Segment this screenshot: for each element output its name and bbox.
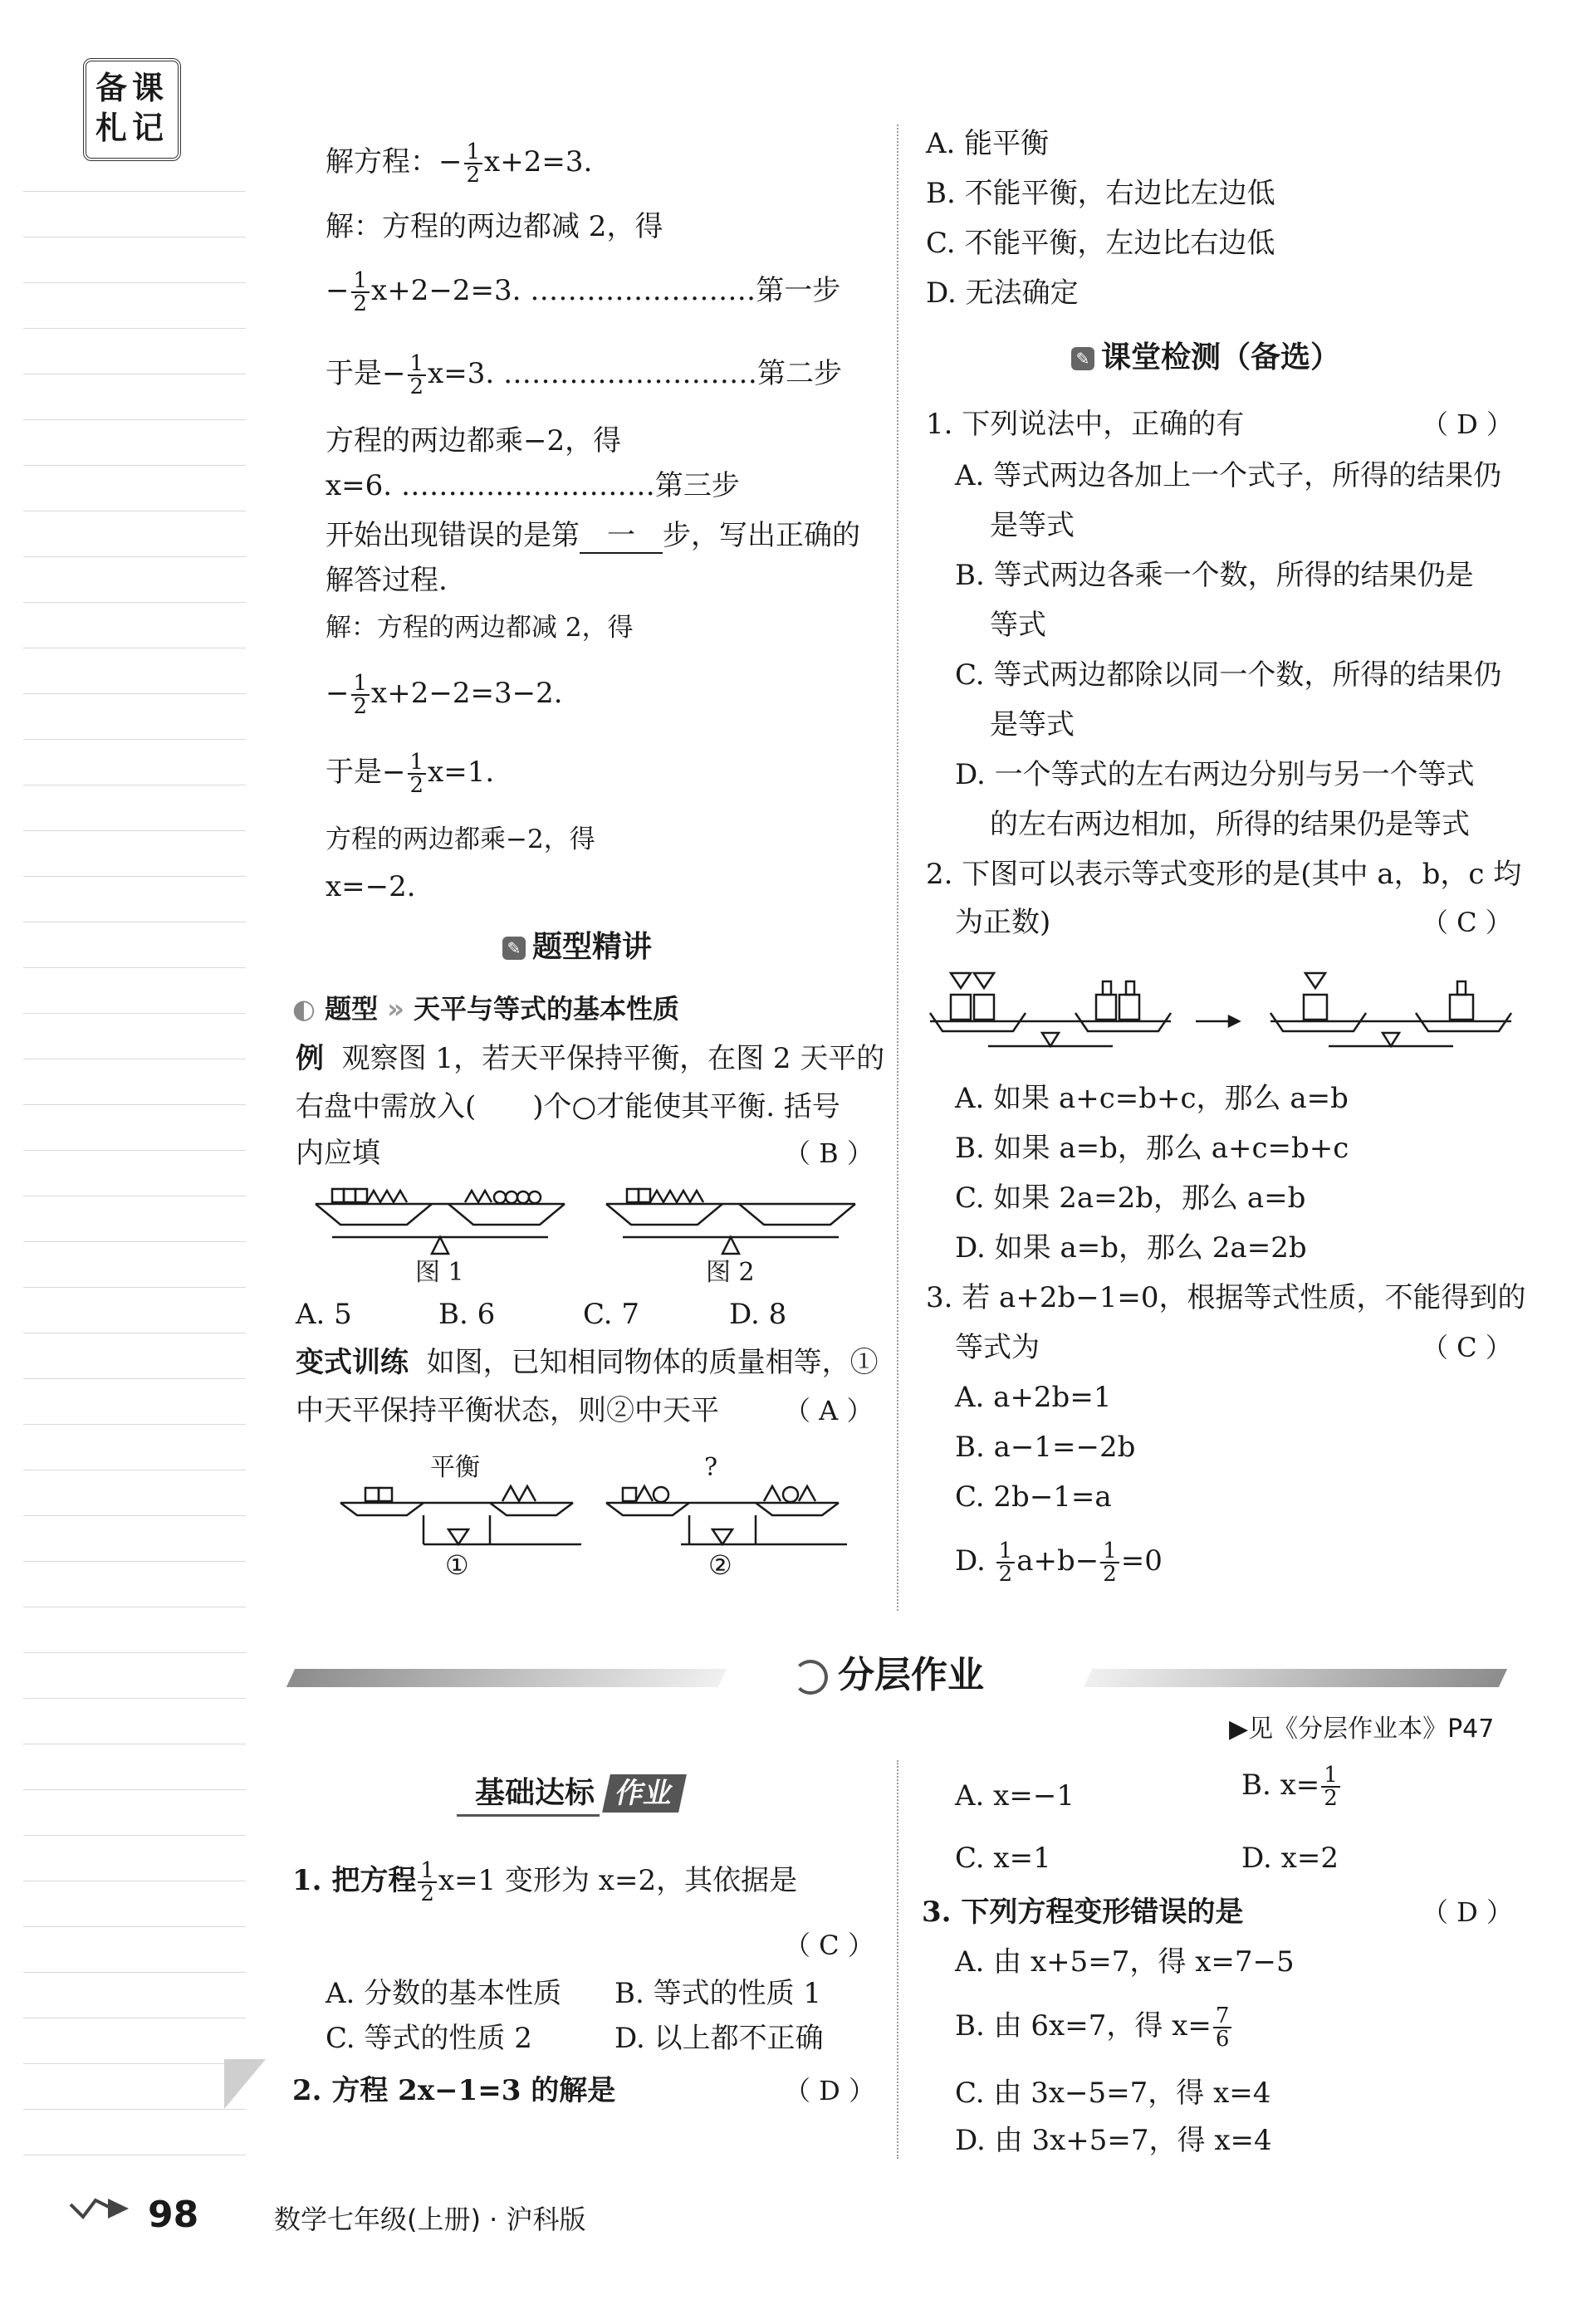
check-q1-opt-c-cont: 是等式 [990,708,1075,741]
step-3: x=6. ………………………第三步 [326,469,740,502]
example-line3: 内应填 [296,1137,380,1170]
scale-figure-2 [606,1189,855,1254]
fix-step-3-intro: 方程的两边都乘−2，得 [326,824,595,854]
solution-intro: 解：方程的两边都减 2，得 [326,210,663,243]
column-separator-top [897,125,898,1611]
check-q3-opt-a: A. a+2b=1 [955,1381,1112,1414]
check-q2-opt-a: A. 如果 a+c=b+c，那么 a=b [955,1082,1349,1115]
hw-q3-opt-a: A. 由 x+5=7，得 x=7−5 [955,1945,1295,1979]
banner-left-stripe [286,1669,727,1687]
banner-right-stripe [1084,1669,1507,1687]
transform-right-scale [1270,973,1511,1046]
equation-transform-figure [922,963,1528,1071]
corner-decoration [224,2059,266,2109]
check-q3-opt-c: C. 2b−1=a [955,1480,1112,1514]
fig2-label: 图 2 [706,1258,755,1287]
problem-line: 解方程：− $\frac{1}{2}$ x+2=3. [326,139,593,188]
hw-q1: 1. 把方程 $\frac{1}{2}$ x=1 变形为 x=2，其依据是 [292,1858,798,1906]
example-answer: （ B ） [784,1137,874,1169]
logo-text: 备课札记 [95,70,169,146]
hw-q2-opt-b: B. x= $\frac{1}{2}$ [1241,1764,1342,1809]
section-icon: ✎ [1071,347,1094,370]
example-option-b: B. 6 [438,1298,496,1331]
fix-step-2: 于是− $\frac{1}{2}$ x=1. [326,750,495,798]
hw-q3: 3. 下列方程变形错误的是 [922,1896,1244,1929]
homework-ref: ▶见《分层作业本》P47 [1229,1715,1495,1744]
check-q3-line2: 等式为 [955,1331,1040,1364]
section-title-type-explain: ✎ 题型精讲 [502,928,652,966]
fix-step-3: x=−2. [326,870,416,903]
book-title: 数学七年级(上册) · 沪科版 [274,2204,586,2235]
check-q3-answer: （ C ） [1422,1332,1512,1363]
hw-q2-answer: （ D ） [784,2075,876,2106]
column-separator-bottom [897,1760,898,2159]
basic-title: 基础达标 [457,1773,600,1817]
variant-scales-figure [332,1478,872,1569]
variant-scale-2 [606,1486,847,1544]
check-q2-line1: 2. 下图可以表示等式变形的是(其中 a，b，c 均 [926,858,1522,891]
unknown-label: ? [704,1453,718,1482]
check-q1-opt-b: B. 等式两边各乘一个数，所得的结果仍是 [955,559,1474,592]
homework-icon [793,1660,828,1695]
scale-figure-1 [316,1189,565,1254]
fix-intro: 解：方程的两边都减 2，得 [326,613,634,643]
type-heading: ◐ 题型 » 天平与等式的基本性质 [292,993,680,1025]
hw-q2-opt-a: A. x=−1 [955,1779,1075,1813]
basic-tag: 作业 [602,1774,687,1813]
check-q1-opt-b-cont: 等式 [990,609,1046,642]
page-number: 98 [148,2194,199,2236]
example-line1: 例 观察图 1，若天平保持平衡，在图 2 天平的 [296,1042,885,1075]
basic-heading [457,1773,683,1814]
check-q1-opt-a-cont: 是等式 [990,509,1075,542]
hw-q2: 2. 方程 2x−1=3 的解是 [292,2074,616,2107]
scale2-label: ② [708,1549,732,1581]
step-1: − $\frac{1}{2}$ x+2−2=3. ……………………第一步 [326,268,841,316]
transform-arrow [1196,1016,1239,1026]
scale1-label: ① [445,1549,469,1581]
error-question: 开始出现错误的是第 一 步，写出正确的 [326,519,860,552]
hw-q3-opt-d: D. 由 3x+5=7，得 x=4 [955,2124,1272,2157]
transform-left-scale [930,973,1171,1046]
hw-q3-answer: （ D ） [1422,1896,1514,1928]
step-2: 于是− $\frac{1}{2}$ x=3. ………………………第二步 [326,351,842,399]
check-q1-opt-c: C. 等式两边都除以同一个数，所得的结果仍 [955,658,1502,692]
margin-note-lines [23,191,246,2209]
check-q2-opt-d: D. 如果 a=b，那么 2a=2b [955,1231,1307,1265]
variant-scale-1 [340,1486,581,1544]
hw-q2-opt-c: C. x=1 [955,1842,1051,1875]
blank-answer: 一 [580,519,663,554]
variant-line2: 中天平保持平衡状态，则②中天平 [296,1394,719,1427]
hw-q1-opt-b: B. 等式的性质 1 [614,1977,822,2010]
prev-option-a: A. 能平衡 [926,127,1050,160]
hw-q3-opt-b: B. 由 6x=7，得 x= $\frac{7}{6}$ [955,2005,1233,2050]
step-3-intro: 方程的两边都乘−2，得 [326,424,622,457]
prev-option-d: D. 无法确定 [926,276,1079,310]
hw-q3-opt-c: C. 由 3x−5=7，得 x=4 [955,2077,1271,2110]
example-option-a: A. 5 [296,1298,352,1331]
variant-answer: （ A ） [784,1395,874,1426]
balanced-label: 平衡 [430,1453,480,1482]
check-q2-opt-c: C. 如果 2a=2b，那么 a=b [955,1182,1306,1215]
example-line2: 右盘中需放入( )个○才能使其平衡. 括号 [296,1090,840,1123]
hw-q1-answer: （ C ） [784,1930,874,1961]
type-bullet-icon: ◐ [292,993,326,1025]
example-option-c: C. 7 [583,1298,640,1331]
check-q1-opt-d-cont: 的左右两边相加，所得的结果仍是等式 [990,808,1470,841]
check-q2-line2: 为正数) [955,906,1051,939]
prev-option-b: B. 不能平衡，右边比左边低 [926,177,1275,210]
section-title-class-check: ✎ 课堂检测（备选） [1071,339,1340,377]
check-q1-opt-a: A. 等式两边各加上一个式子，所得的结果仍 [955,459,1502,492]
hw-q1-opt-c: C. 等式的性质 2 [326,2022,532,2055]
prev-option-c: C. 不能平衡，左边比右边低 [926,227,1275,260]
variant-line1: 变式训练 如图，已知相同物体的质量相等，① [296,1346,879,1379]
example-scales-figure [307,1179,880,1279]
check-q1-opt-d: D. 一个等式的左右两边分别与另一个等式 [955,758,1475,791]
fix-step-1: − $\frac{1}{2}$ x+2−2=3−2. [326,671,563,719]
homework-title: 分层作业 [793,1652,984,1699]
check-q2-opt-b: B. 如果 a=b，那么 a+c=b+c [955,1132,1349,1165]
check-q3-opt-b: B. a−1=−2b [955,1431,1136,1464]
fig1-label: 图 1 [415,1258,464,1287]
error-question-line2: 解答过程. [326,564,448,597]
section-icon: ✎ [502,937,526,960]
footer-arrow-icon [66,2192,133,2233]
logo [83,58,181,161]
example-option-d: D. 8 [729,1298,787,1331]
hw-q2-opt-d: D. x=2 [1241,1842,1339,1875]
hw-q1-opt-a: A. 分数的基本性质 [326,1977,562,2010]
check-q1: 1. 下列说法中，正确的有 [926,408,1245,441]
check-q3-opt-d: D. $\frac{1}{2}$ a+b− $\frac{1}{2}$ =0 [955,1539,1163,1587]
check-q1-answer: （ D ） [1422,409,1514,440]
check-q3-line1: 3. 若 a+2b−1=0，根据等式性质，不能得到的 [926,1281,1526,1314]
hw-q1-opt-d: D. 以上都不正确 [614,2022,824,2055]
check-q2-answer: （ C ） [1422,907,1512,938]
